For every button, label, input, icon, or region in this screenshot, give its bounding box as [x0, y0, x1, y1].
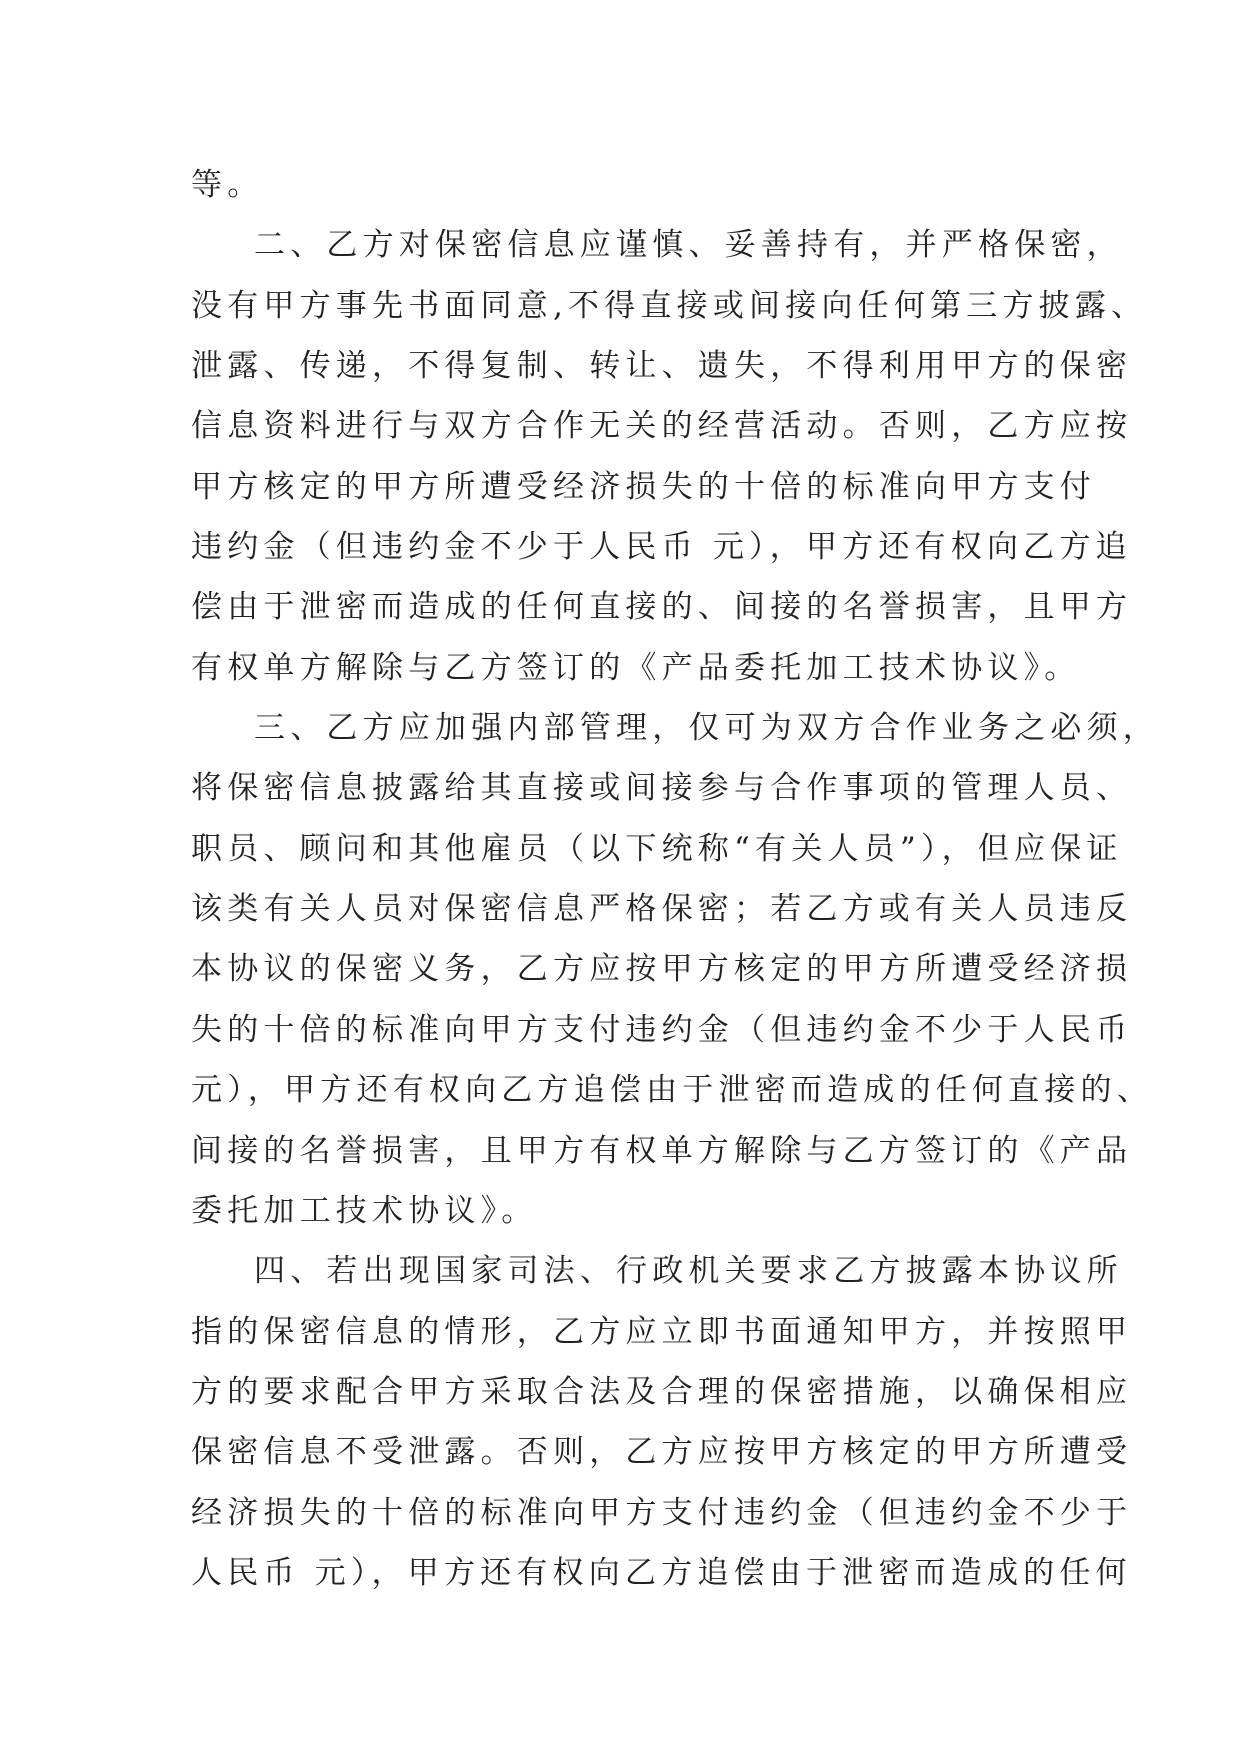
document-body [191, 155, 1159, 1603]
text-line: 失的十倍的标准向甲方支付违约金（但违约金不少于人民币 [191, 1011, 1133, 1048]
text-line: 等。 [191, 167, 264, 203]
paragraph-three-start: 三、乙方应加强内部管理，仅可为双方合作业务之必须， [254, 710, 1159, 747]
text-line: 有权单方解除与乙方签订的《产品委托加工技术协议》。 [191, 649, 1081, 686]
text-line: 泄露、传递，不得复制、转让、遗失，不得利用甲方的保密 [191, 348, 1133, 385]
text-line: 违约金（但违约金不少于人民币 元），甲方还有权向乙方追 [191, 529, 1132, 566]
text-line: 本协议的保密义务，乙方应按甲方核定的甲方所遭受经济损 [191, 951, 1133, 988]
text-line: 信息资料进行与双方合作无关的经营活动。否则，乙方应按 [191, 408, 1133, 445]
text-line: 人民币 元），甲方还有权向乙方追偿由于泄密而造成的任何 [191, 1554, 1132, 1591]
paragraph-two-start: 二、乙方对保密信息应谨慎、妥善持有，并严格保密， [254, 227, 1123, 264]
text-line: 甲方核定的甲方所遭受经济损失的十倍的标准向甲方支付 [191, 468, 1096, 505]
text-line: 保密信息不受泄露。否则，乙方应按甲方核定的甲方所遭受 [191, 1434, 1133, 1471]
text-line: 偿由于泄密而造成的任何直接的、间接的名誉损害，且甲方 [191, 589, 1133, 626]
text-line: 该类有关人员对保密信息严格保密；若乙方或有关人员违反 [191, 891, 1133, 928]
paragraph-four-start: 四、若出现国家司法、行政机关要求乙方披露本协议所 [254, 1253, 1123, 1290]
text-line: 将保密信息披露给其直接或间接参与合作事项的管理人员、 [191, 770, 1133, 807]
text-line: 委托加工技术协议》。 [191, 1192, 538, 1229]
text-line: 元），甲方还有权向乙方追偿由于泄密而造成的任何直接的、 [191, 1072, 1153, 1109]
text-line: 职员、顾问和其他雇员（以下统称“有关人员”），但应保证 [191, 830, 1123, 867]
text-line: 方的要求配合甲方采取合法及合理的保密措施，以确保相应 [191, 1373, 1133, 1410]
text-line: 没有甲方事先书面同意,不得直接或间接向任何第三方披露、 [191, 287, 1148, 324]
text-line: 指的保密信息的情形，乙方应立即书面通知甲方，并按照甲 [191, 1313, 1133, 1350]
text-line: 间接的名誉损害，且甲方有权单方解除与乙方签订的《产品 [191, 1132, 1133, 1169]
text-line: 经济损失的十倍的标准向甲方支付违约金（但违约金不少于 [191, 1494, 1133, 1531]
